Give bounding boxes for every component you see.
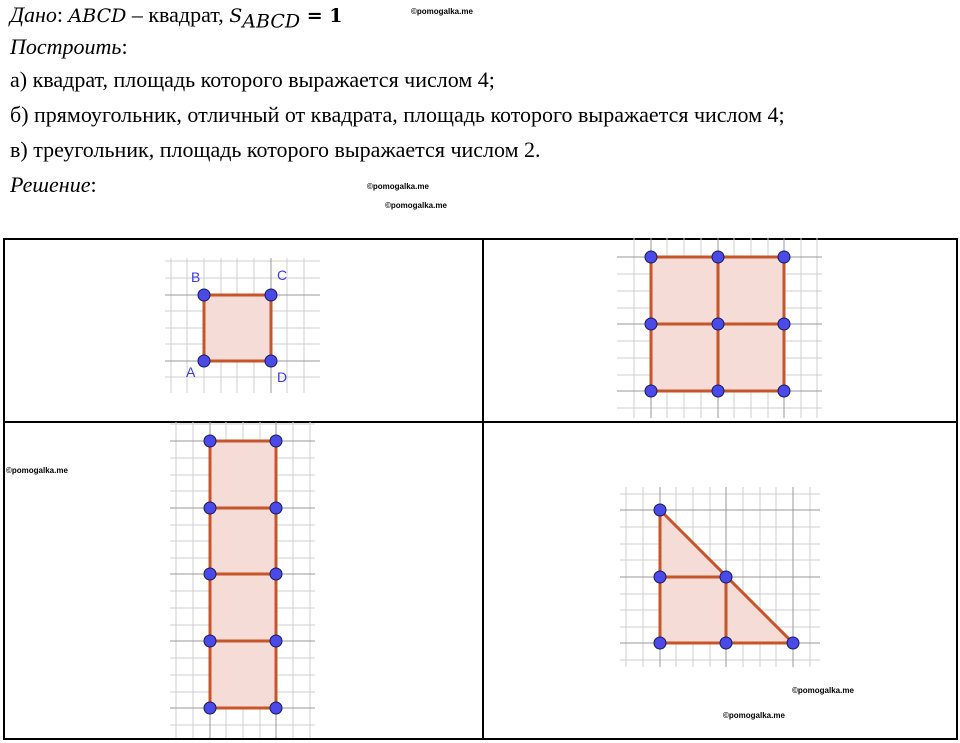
solution-label: Решение	[10, 172, 91, 197]
vertex	[270, 435, 282, 447]
vertex	[204, 702, 216, 714]
vertex	[778, 251, 790, 263]
table-horizontal-divider	[5, 421, 956, 423]
vertex	[645, 385, 657, 397]
label-b: B	[191, 269, 201, 285]
vertex	[204, 435, 216, 447]
vertex	[712, 251, 724, 263]
vertex	[270, 502, 282, 514]
vertex	[645, 251, 657, 263]
vertex	[270, 635, 282, 647]
given-label: Дано	[10, 2, 57, 27]
vertex	[720, 637, 732, 649]
vertex	[654, 637, 666, 649]
label-d: D	[277, 369, 288, 385]
given-dash: – квадрат,	[126, 2, 230, 27]
vertex-b	[198, 289, 210, 301]
watermark-cell-3: ©pomogalka.me	[6, 466, 68, 475]
construct-line	[10, 32, 128, 62]
figure-triangle-area-2	[620, 487, 820, 667]
watermark-cell-4-a: ©pomogalka.me	[792, 686, 854, 695]
label-a: A	[186, 364, 196, 380]
vertex	[712, 385, 724, 397]
given-line	[10, 0, 342, 36]
vertex	[204, 568, 216, 580]
figure-square-area-4	[617, 238, 822, 418]
given-eq: = 1	[300, 5, 343, 27]
vertex	[787, 637, 799, 649]
given-s: S	[229, 5, 243, 27]
figure-rectangle-1x4	[170, 422, 315, 738]
vertex	[645, 318, 657, 330]
given-colon: :	[56, 2, 64, 27]
watermark-cell-4-b: ©pomogalka.me	[723, 711, 785, 720]
solution-colon: :	[90, 172, 97, 197]
vertex-d	[265, 355, 277, 367]
watermark-top: ©pomogalka.me	[411, 7, 473, 16]
label-c: C	[277, 267, 288, 283]
vertex	[204, 502, 216, 514]
vertex	[654, 571, 666, 583]
watermark-solution-1: ©pomogalka.me	[367, 182, 429, 191]
item-a: а) квадрат, площадь которого выражается числом 4;	[10, 67, 495, 92]
solution-line	[10, 170, 97, 200]
vertex	[270, 702, 282, 714]
vertex	[654, 504, 666, 516]
given-abcd: ABCD	[68, 5, 127, 27]
table-vertical-divider	[482, 240, 484, 738]
figure-square-abcd	[165, 258, 320, 393]
vertex	[712, 318, 724, 330]
item-b: б) прямоугольник, отличный от квадрата, площадь которого выражается числом 4;	[10, 102, 785, 127]
vertex	[204, 635, 216, 647]
vertex	[270, 568, 282, 580]
item-c: в) треугольник, площадь которого выражается числом 2.	[10, 137, 541, 162]
construct-label: Построить	[10, 34, 122, 59]
vertex-c	[265, 289, 277, 301]
vertex	[720, 571, 732, 583]
given-sub: ABCD	[242, 10, 301, 33]
vertex-a	[198, 355, 210, 367]
watermark-solution-2: ©pomogalka.me	[385, 201, 447, 210]
vertex	[778, 385, 790, 397]
square-abcd-shape	[204, 295, 271, 361]
vertex	[778, 318, 790, 330]
construct-colon: :	[121, 34, 128, 59]
